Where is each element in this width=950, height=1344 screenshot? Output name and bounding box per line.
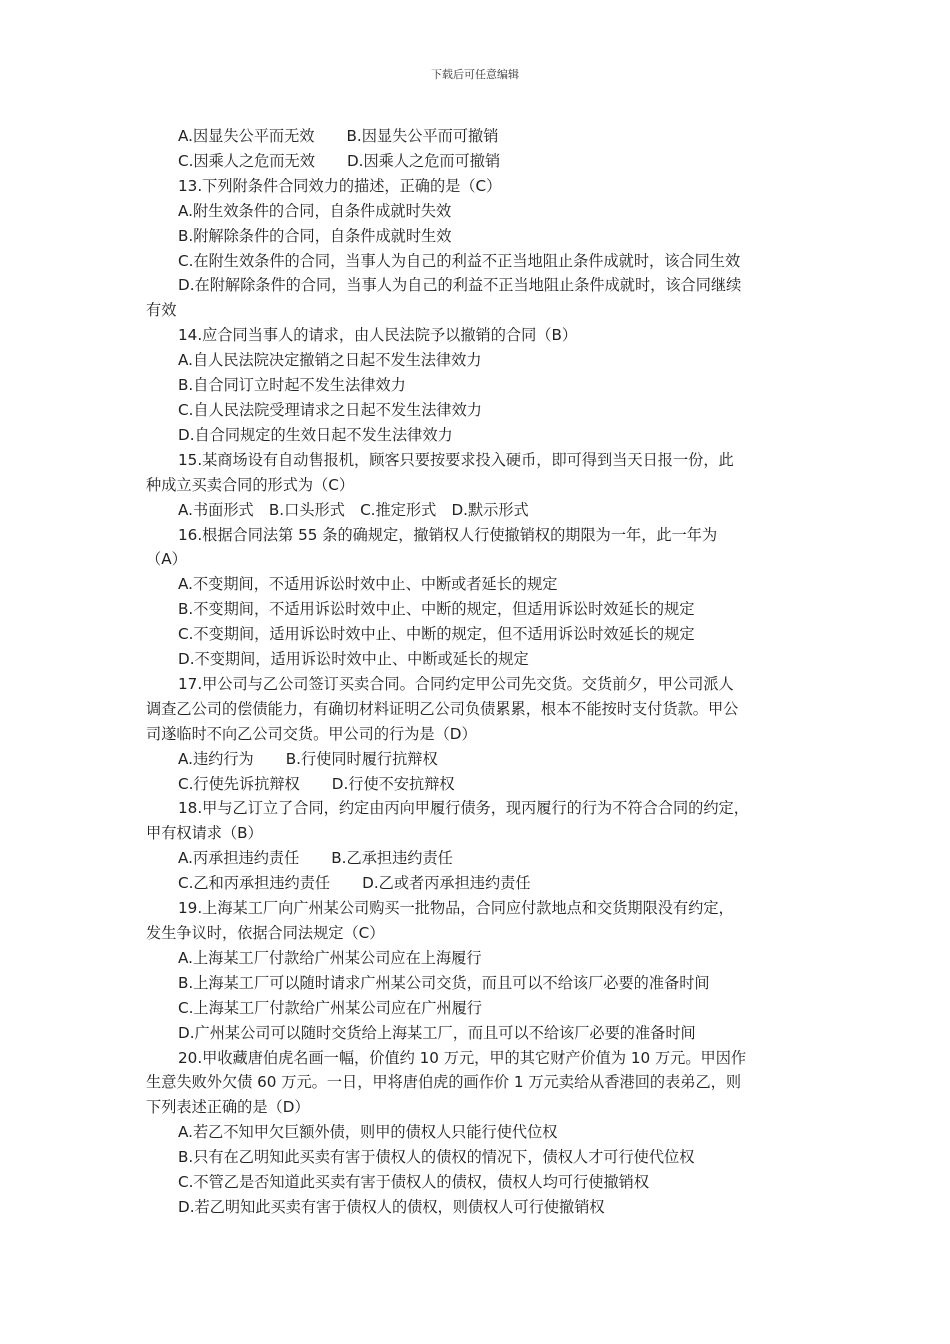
text-line — [146, 523, 806, 548]
text-line — [146, 348, 806, 373]
line-text-option: D.因乘人之危而可撤销 — [346, 151, 501, 170]
line-text: 19.上海某工厂向广州某公司购买一批物品，合同应付款地点和交货期限没有约定， — [178, 899, 734, 918]
text-line — [146, 174, 806, 199]
line-text: C.乙和丙承担违约责任 — [178, 874, 331, 893]
text-line — [146, 1070, 806, 1095]
line-text: A.自人民法院决定撤销之日起不发生法律效力 — [178, 351, 482, 370]
text-line — [146, 373, 806, 398]
line-text: 生意失败外欠债 60 万元。一日，甲将唐伯虎的画作价 1 万元卖给从香港回的表弟乙，则 — [146, 1073, 742, 1092]
text-line — [146, 473, 806, 498]
line-text: 16.根据合同法第 55 条的确规定，撤销权人行使撤销权的期限为一年，此一年为 — [178, 525, 718, 544]
text-line — [146, 124, 806, 149]
document-body — [146, 124, 806, 1220]
text-line — [146, 249, 806, 274]
text-line — [146, 423, 806, 448]
line-text: 种成立买卖合同的形式为（C） — [146, 475, 355, 494]
text-line — [146, 1120, 806, 1145]
line-text: C.行使先诉抗辩权 — [178, 774, 300, 793]
line-text: B.上海某工厂可以随时请求广州某公司交货，而且可以不给该厂必要的准备时间 — [178, 973, 710, 992]
line-text: 甲有权请求（B） — [146, 824, 263, 843]
line-text: C.因乘人之危而无效 — [178, 151, 315, 170]
text-line — [146, 896, 806, 921]
text-line — [146, 772, 806, 797]
text-line — [146, 448, 806, 473]
text-line — [146, 298, 806, 323]
text-line — [146, 273, 806, 298]
text-line — [146, 1046, 806, 1071]
line-text: A.丙承担违约责任 — [178, 849, 300, 868]
text-line — [146, 224, 806, 249]
line-text-option: B.因显失公平而可撤销 — [346, 127, 499, 145]
text-line — [146, 821, 806, 846]
line-text: 18.甲与乙订立了合同，约定由丙向甲履行债务，现丙履行的行为不符合合同的约定， — [178, 799, 749, 818]
line-text: D.自合同规定的生效日起不发生法律效力 — [178, 425, 453, 444]
page-header: 下载后可任意编辑 — [431, 68, 519, 81]
line-text: 13.下列附条件合同效力的描述，正确的是（C） — [178, 176, 502, 195]
line-text: A.不变期间，不适用诉讼时效中止、中断或者延长的规定 — [178, 575, 558, 594]
text-line — [146, 647, 806, 672]
line-text: B.自合同订立时起不发生法律效力 — [178, 376, 406, 395]
line-text: B.不变期间，不适用诉讼时效中止、中断的规定，但适用诉讼时效延长的规定 — [178, 600, 695, 619]
text-line — [146, 622, 806, 647]
line-text: D.广州某公司可以随时交货给上海某工厂，而且可以不给该厂必要的准备时间 — [178, 1023, 696, 1042]
line-text: C.不变期间，适用诉讼时效中止、中断的规定，但不适用诉讼时效延长的规定 — [178, 625, 695, 644]
text-line — [146, 1095, 806, 1120]
line-text: 17.甲公司与乙公司签订买卖合同。合同约定甲公司先交货。交货前夕，甲公司派人 — [178, 674, 734, 693]
line-text: D.不变期间，适用诉讼时效中止、中断或延长的规定 — [178, 650, 529, 669]
line-text: A.违约行为 — [178, 749, 254, 768]
line-text: A.若乙不知甲欠巨额外债，则甲的债权人只能行使代位权 — [178, 1123, 558, 1142]
line-text-option: D.行使不安抗辩权 — [331, 774, 455, 793]
line-text: 下列表述正确的是（D） — [146, 1098, 310, 1117]
text-line — [146, 846, 806, 871]
text-line — [146, 597, 806, 622]
line-text: 调查乙公司的偿债能力，有确切材料证明乙公司负债累累，根本不能按时支付货款。甲公 — [146, 699, 739, 718]
text-line — [146, 398, 806, 423]
text-line — [146, 996, 806, 1021]
line-text: B.只有在乙明知此买卖有害于债权人的债权的情况下，债权人才可行使代位权 — [178, 1148, 695, 1167]
text-line — [146, 971, 806, 996]
text-line — [146, 672, 806, 697]
line-text-option: D.乙或者丙承担违约责任 — [362, 874, 531, 893]
line-text-option: B.乙承担违约责任 — [331, 849, 453, 868]
line-text: （A） — [146, 550, 187, 569]
line-text: C.在附生效条件的合同，当事人为自己的利益不正当地阻止条件成就时，该合同生效 — [178, 251, 741, 270]
text-line — [146, 149, 806, 174]
text-line — [146, 921, 806, 946]
text-line — [146, 796, 806, 821]
text-line — [146, 747, 806, 772]
text-line — [146, 572, 806, 597]
text-line — [146, 946, 806, 971]
line-text: C.上海某工厂付款给广州某公司应在广州履行 — [178, 998, 482, 1017]
line-text: D.在附解除条件的合同，当事人为自己的利益不正当地阻止条件成就时，该合同继续 — [178, 276, 742, 295]
text-line — [146, 199, 806, 224]
text-line — [146, 871, 806, 896]
text-line — [146, 498, 806, 523]
line-text: C.自人民法院受理请求之日起不发生法律效力 — [178, 400, 482, 419]
text-line — [146, 722, 806, 747]
line-text: 发生争议时，依据合同法规定（C） — [146, 924, 385, 942]
line-text: A.书面形式 B.口头形式 C.推定形式 D.默示形式 — [178, 500, 529, 519]
line-text: 14.应合同当事人的请求，由人民法院予以撤销的合同（B） — [178, 326, 578, 345]
line-text: A.附生效条件的合同，自条件成就时失效 — [178, 201, 452, 220]
line-text: 15.某商场设有自动售报机，顾客只要按要求投入硬币，即可得到当天日报一份，此 — [178, 450, 734, 469]
text-line — [146, 323, 806, 348]
line-text: D.若乙明知此买卖有害于债权人的债权，则债权人可行使撤销权 — [178, 1197, 605, 1216]
line-text: C.不管乙是否知道此买卖有害于债权人的债权，债权人均可行使撤销权 — [178, 1173, 650, 1192]
text-line — [146, 1021, 806, 1046]
text-line — [146, 547, 806, 572]
line-text-option: B.行使同时履行抗辩权 — [285, 749, 438, 768]
line-text: 司遂临时不向乙公司交货。甲公司的行为是（D） — [146, 724, 477, 743]
text-line — [146, 1170, 806, 1195]
line-text: A.因显失公平而无效 — [178, 127, 315, 145]
text-line — [146, 1195, 806, 1220]
line-text: 有效 — [146, 301, 177, 320]
text-line — [146, 1145, 806, 1170]
line-text: A.上海某工厂付款给广州某公司应在上海履行 — [178, 948, 482, 967]
line-text: 20.甲收藏唐伯虎名画一幅，价值约 10 万元，甲的其它财产价值为 10 万元。甲因作 — [178, 1048, 747, 1067]
line-text: B.附解除条件的合同，自条件成就时生效 — [178, 226, 452, 245]
text-line — [146, 697, 806, 722]
